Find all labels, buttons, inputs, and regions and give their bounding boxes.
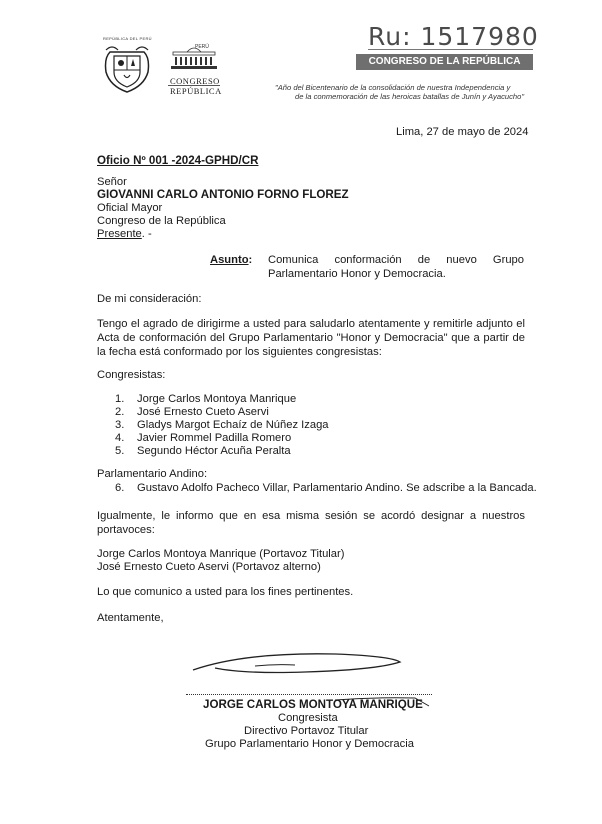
- list-item: [115, 444, 291, 458]
- congreso-building-icon: [165, 42, 223, 76]
- list-item: [115, 431, 291, 445]
- addressee-organization: Congreso de la República: [97, 215, 226, 227]
- signatory-name: JORGE CARLOS MONTOYA MANRIQUE: [203, 698, 423, 711]
- asunto-word: Asunto: [210, 254, 249, 266]
- logo-text-congreso: CONGRESO: [170, 76, 220, 86]
- list-number: 4.: [115, 432, 125, 444]
- list-number: 3.: [115, 419, 125, 431]
- stamp-label: CONGRESO DE LA REPÚBLICA: [356, 54, 533, 70]
- portavoz-titular: Jorge Carlos Montoya Manrique (Portavoz Titular): [97, 548, 345, 560]
- sign-off: Atentamente,: [97, 612, 164, 624]
- addressee-presente: [97, 227, 152, 241]
- paragraph-intro: Tengo el agrado de dirigirme a usted para saludarlo atentamente y remitirle adjunto el Acta de conformación del Grupo Parlamentario "Honor y Democracia" que a partir de la fecha está conformado por los siguientes congresistas:: [97, 318, 525, 358]
- addressee-salutation: Señor: [97, 176, 127, 188]
- closing-line: Lo que comunico a usted para los fines pertinentes.: [97, 586, 354, 598]
- signature-line: [186, 694, 432, 695]
- place-date: Lima, 27 de mayo de 2024: [396, 126, 529, 138]
- asunto-text: Comunica conformación de nuevo Grupo Parlamentario Honor y Democracia.: [268, 254, 524, 280]
- congresistas-label: Congresistas:: [97, 369, 166, 381]
- list-name: Javier Rommel Padilla Romero: [137, 432, 292, 444]
- list-item: [115, 418, 329, 432]
- presente-word: Presente: [97, 228, 142, 240]
- asunto-colon: :: [248, 254, 253, 266]
- registration-number: Ru: 1517980: [368, 22, 539, 51]
- list-name: Gladys Margot Echaíz de Núñez Izaga: [137, 419, 329, 431]
- shield-caption: REPÚBLICA DEL PERÚ: [103, 36, 152, 41]
- coat-of-arms-icon: [102, 42, 152, 94]
- list-number: 1.: [115, 393, 125, 405]
- list-number: 2.: [115, 406, 125, 418]
- list-name: Gustavo Adolfo Pacheco Villar, Parlamentario Andino. Se adscribe a la Bancada.: [137, 482, 537, 494]
- list-item: [115, 392, 296, 406]
- motto-line-2: de la conmemoración de las heroicas batallas de Junín y Ayacucho": [295, 92, 525, 101]
- signatory-role-2: Directivo Portavoz Titular: [244, 725, 369, 737]
- list-name: Segundo Héctor Acuña Peralta: [137, 445, 291, 457]
- andino-label: Parlamentario Andino:: [97, 468, 208, 480]
- list-number: 5.: [115, 445, 125, 457]
- motto-line-1: "Año del Bicentenario de la consolidación de nuestra Independencia y: [275, 83, 511, 92]
- signatory-role-3: Grupo Parlamentario Honor y Democracia: [205, 738, 414, 750]
- paragraph-portavoces: Igualmente, le informo que en esa misma sesión se acordó designar a nuestros portavoces:: [97, 510, 525, 536]
- logo-top-label: PERÚ: [195, 44, 209, 50]
- addressee-role: Oficial Mayor: [97, 202, 163, 214]
- stamp-underline: [368, 49, 533, 50]
- presente-suffix: . -: [141, 228, 152, 240]
- list-name: Jorge Carlos Montoya Manrique: [137, 393, 297, 405]
- list-number: 6.: [115, 482, 125, 494]
- list-name: José Ernesto Cueto Aservi: [137, 406, 269, 418]
- list-item: [115, 405, 269, 419]
- addressee-name: GIOVANNI CARLO ANTONIO FORNO FLOREZ: [97, 188, 349, 201]
- greeting: De mi consideración:: [97, 293, 202, 305]
- logo-text-republica: REPÚBLICA: [170, 86, 222, 96]
- signatory-role-1: Congresista: [278, 712, 338, 724]
- asunto-label: [210, 253, 252, 267]
- list-item: [115, 481, 537, 495]
- oficio-number: Oficio Nº 001 -2024-GPHD/CR: [97, 154, 259, 167]
- portavoz-alterno: José Ernesto Cueto Aservi (Portavoz alterno): [97, 561, 321, 573]
